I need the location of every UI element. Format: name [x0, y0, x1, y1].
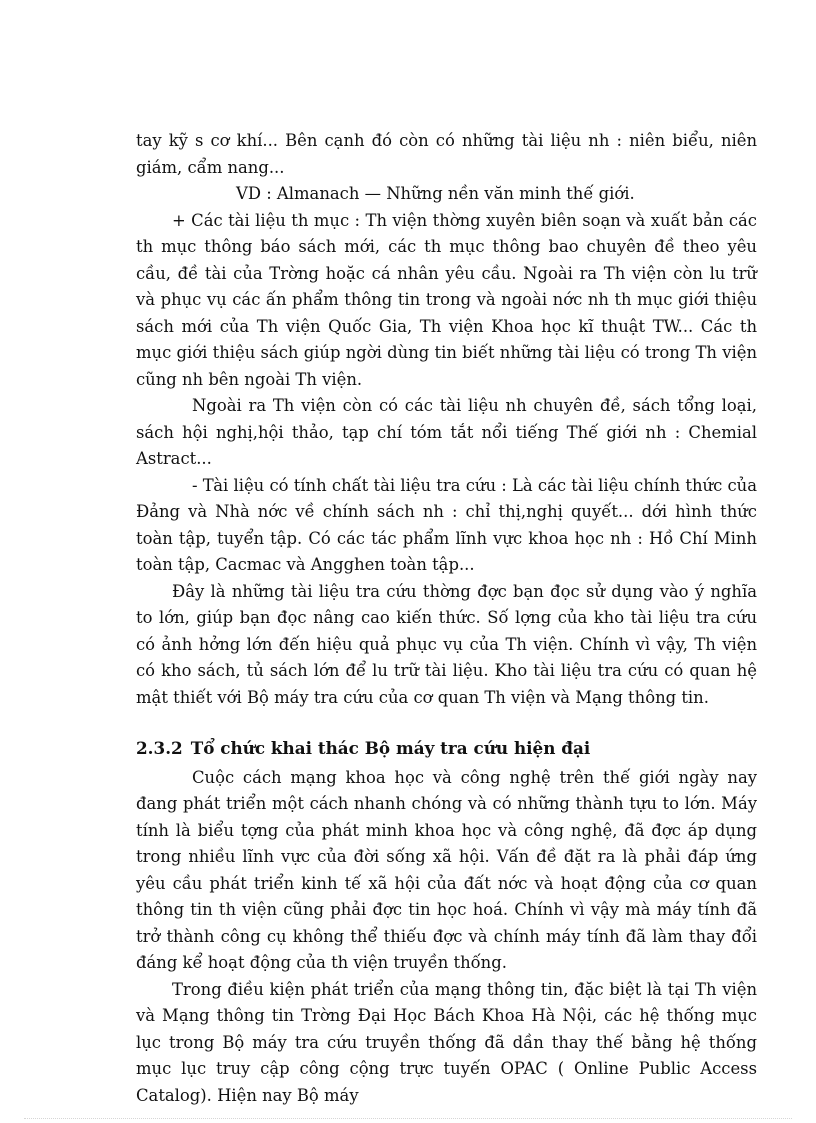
section-number: 2.3.2: [136, 738, 183, 758]
paragraph-continuation: tay kỹ s cơ khí... Bên cạnh đó còn có những tài liệu nh : niên biểu, niên giám, cẩm nang...: [136, 131, 757, 177]
section-title: Tổ chức khai thác Bộ máy tra cứu hiện đại: [190, 738, 591, 758]
paragraph-example: VD : Almanach — Những nền văn minh thế giới.: [236, 184, 635, 203]
paragraph-reference-documents: - Tài liệu có tính chất tài liệu tra cứu : Là các tài liệu chính thức của Đảng và Nhà nớc về chính sách nh : chỉ thị,nghị quyết... dới hình thức toàn tập, tuyển tập. Có các tác phẩm lĩnh vực khoa học nh : Hồ Chí Minh toàn tập, Cacmac và Angghen toàn tập...: [136, 475, 757, 574]
paragraph-technology-revolution: Cuộc cách mạng khoa học và công nghệ trên thế giới ngày nay đang phát triển một cách nhanh chóng và có những thành tựu to lớn. Máy tính là biểu tợng của phát minh khoa học và công nghệ, đã đợc áp dụng trong nhiều lĩnh vực của đời sống xã hội. Vấn đề đặt ra là phải đáp ứng yêu cầu phát triển kinh tế xã hội của đất nớc và hoạt động của cơ quan thông tin th viện cũng phải đợc tin học hoá. Chính vì vậy mà máy tính đã trở thành công cụ không thể thiếu đợc và chính máy tính đã làm thay đổi đáng kể hoạt động của th viện truyền thống.: [136, 767, 757, 972]
page-bottom-divider: [24, 1118, 792, 1119]
paragraph-opac: Trong điều kiện phát triển của mạng thông tin, đặc biệt là tại Th viện và Mạng thông tin Trờng Đại Học Bách Khoa Hà Nội, các hệ thống mục lục trong Bộ máy tra cứu truyền thống đã dần thay thế bằng hệ thống mục lục truy cập công cộng trực tuyến OPAC ( Online Public Access Catalog). Hiện nay Bộ máy: [136, 979, 757, 1105]
document-page: [136, 128, 757, 1109]
paragraph-summary: Đây là những tài liệu tra cứu thờng đợc bạn đọc sử dụng vào ý nghĩa to lớn, giúp bạn đọc nâng cao kiến thức. Số lợng của kho tài liệu tra cứu có ảnh hởng lớn đến hiệu quả phục vụ của Th viện. Chính vì vậy, Th viện có kho sách, tủ sách lớn để lu trữ tài liệu. Kho tài liệu tra cứu có quan hệ mật thiết với Bộ máy tra cứu của cơ quan Th viện và Mạng thông tin.: [136, 581, 757, 707]
section-heading: [136, 735, 757, 762]
paragraph-other-materials: Ngoài ra Th viện còn có các tài liệu nh chuyên đề, sách tổng loại, sách hội nghị,hội thảo, tạp chí tóm tắt nổi tiếng Thế giới nh : Chemial Astract...: [136, 396, 757, 468]
paragraph-bibliography: + Các tài liệu th mục : Th viện thờng xuyên biên soạn và xuất bản các th mục thông báo sách mới, các th mục thông bao chuyên đề theo yêu cầu, đề tài của Trờng hoặc cá nhân yêu cầu. Ngoài ra Th viện còn lu trữ và phục vụ các ấn phẩm thông tin trong và ngoài nớc nh th mục giới thiệu sách mới của Th viện Quốc Gia, Th viện Khoa học kĩ thuật TW... Các th mục giới thiệu sách giúp ngời dùng tin biết những tài liệu có trong Th viện cũng nh bên ngoài Th viện.: [136, 210, 757, 389]
